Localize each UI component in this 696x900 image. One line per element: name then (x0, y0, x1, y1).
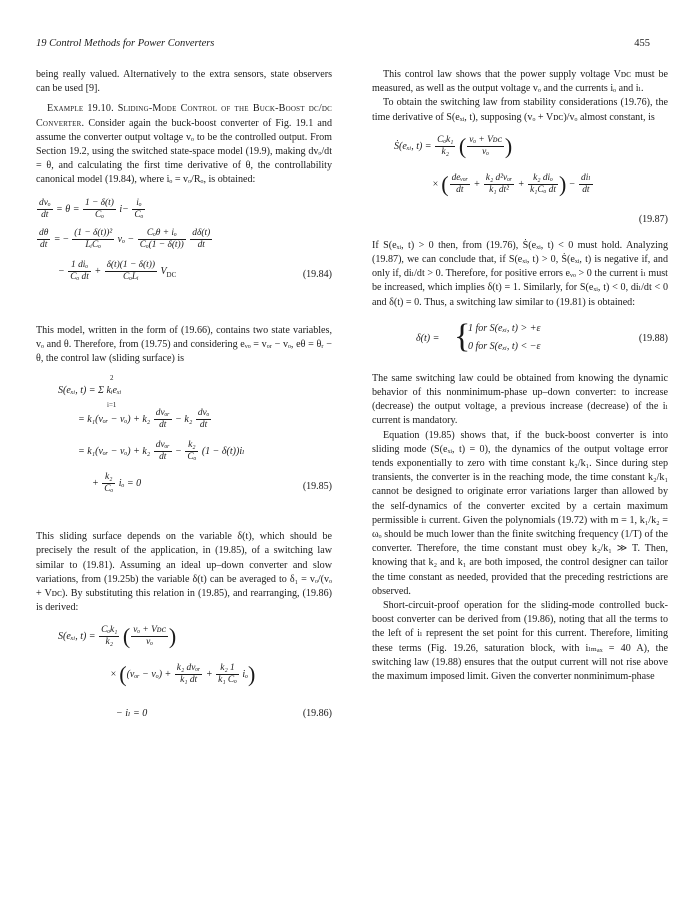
left-column (36, 68, 332, 745)
fraction: $\frac{\text{dvₒ}}{dt}$ (39, 197, 51, 220)
equation-19-88: δ(t) = { 1 for S(eₓᵢ, t) > +ε 0 for S(eₓᵢ, t) < −ε (19.88) (416, 317, 668, 355)
paragraph: The same switching law could be obtained from knowing the dynamic behavior of this nonminimum-phase up–down converter: to increase (decrease) the output voltage, a previous increase (decrease) of the iₗ current is mandatory. (372, 372, 668, 427)
example-title: Sliding-Mode Control of the Buck-Boost dc/dc Converter. (36, 103, 333, 129)
equation-19-86: S(eₓᵢ, t) = $\frac{\text{Cₒk₁}}{\text{k₂}}$ ( $\frac{\text{vₒ + Vᴅᴄ}}{\text{vₒ}}$ ) × ((vₒᵣ − vₒ) + $\frac{\text{k₂ dvₒᵣ}}{\text{k₁ dt}}$ + $\frac{\text{k₂ 1}}{\text{k₁ Cₒ}}$ iₒ) − iₗ = 0 (19.86) (36, 625, 332, 745)
paragraph: This control law shows that the power supply voltage Vᴅᴄ must be measured, as well as the output voltage vₒ and the currents iₒ and iₗ. (372, 69, 668, 95)
equation-number: (19.88) (638, 332, 668, 344)
running-head (36, 38, 660, 54)
equation-number: (19.84) (302, 268, 332, 280)
chapter-title: 19 Control Methods for Power Converters (36, 38, 215, 49)
paragraph: being really valued. Alternatively to the extra sensors, state observers can be used [9]. (36, 69, 332, 95)
equation-19-85: 2 i=1 S(eₓᵢ, t) = Σ kᵢeₓᵢ = k₁(vₒᵣ − vₒ) + k₂ $\frac{\text{dvₒᵣ}}{dt}$ − k₂ $\frac{\text{dvₒ}}{dt}$ = k₁(vₒᵣ − vₒ) + k₂ $\frac{\text{dvₒᵣ}}{dt}$ − $\frac{\text{k₂}}{\text{Cₒ}}$ (1 − δ(t))iₗ + $\frac{\text{k₂}}{\text{Cₒ}}$ iₒ = 0 (19.85) (58, 374, 332, 495)
paragraph: Equation (19.85) shows that, if the buck-boost converter is into sliding mode (S(eₓᵢ, t) = 0), the dynamics of the output voltage error tends exponentially to zero with time constant k₂/k₁. Since during step transients, the converter is in the reaching mode, the time constant k₂/k₁ cannot be designed to originate error variations larger than allowed by the self-dynamics of the converter excited by a certain maximum permissible iₗ current. Given the polynomials (19.72) with m = 1, k₁/k₂ = ωₒ should be much lower than the finite switching frequency (1/T) of the converter. Therefore, the time constant must obey k₂/k₁ ≫ T. Then, knowing that k₂ and k₁ are both imposed, the control designer can tailor the time constant as needed, provided that the preceding restrictions are observed. (372, 429, 668, 597)
equation-number: (19.85) (302, 481, 332, 493)
example-body: Consider again the buck-boost converter of Fig. 19.1 and assume the converter output voltage vₒ to be the controlled output. From Section 19.2, using the switched state-space model (19.9), making dvₒ/dt = θ, and calculating the first time derivative of θ, the controllability canonical model (19.84), where iₒ = vₒ/Rₒ, is obtained: (36, 117, 333, 186)
paragraph: This sliding surface depends on the variable δ(t), which should be precisely the result of the application, in (19.85), of a switching law similar to (19.81). Assuming an ideal up–down converter and slow variations, from (19.25b) the variable δ(t) can be averaged to δ₁ = vₒ/(vₒ + Vᴅᴄ). By substituting this relation in (19.85), and rearranging, (19.86) is derived: (36, 531, 332, 614)
example-label: Example 19.10. (47, 103, 114, 115)
example-paragraph (36, 102, 332, 187)
paragraph: To obtain the switching law from stability considerations (19.76), the time derivative of S(eₓᵢ, t), supposing (vₒ + Vᴅᴄ)/vₒ almost constant, is (372, 97, 668, 123)
page-number: 455 (634, 38, 650, 49)
paragraph: This model, written in the form of (19.66), contains two state variables, vₒ and θ. Therefore, from (19.75) and considering eᵥₒ = vₒᵣ − vₒ, eθ = θᵣ − θ, the control law (sliding surface) is (36, 324, 332, 365)
paragraph: If S(eₓᵢ, t) > 0 then, from (19.76), Ṡ(eₓᵢ, t) < 0 must hold. Analyzing (19.87), we can conclude that, if S(eₓᵢ, t) > 0, Ṡ(eₓᵢ, t) is negative if, and only if, diₗ/dt > 0. Therefore, for positive errors eᵥₒ > 0 the current iₗ must be increased, which implies δ(t) = 1. Similarly, for S(eₓᵢ, t) < 0, diₗ/dt < 0 and δ(t) = 0. Thus, a switching law similar to (19.81) is obtained: (372, 239, 668, 308)
equation-number: (19.87) (638, 213, 668, 225)
equation-number: (19.86) (302, 708, 332, 720)
right-column (372, 68, 668, 684)
equation-19-84: $\frac{\text{dvₒ}}{dt}$ = θ = $\frac{1 - \delta(t)}{\text{Cₒ}}$ i− $\frac{\text{iₒ}}{\text{Cₒ}}$ $\frac{d\theta}{dt}$ = − $\frac{\text{(1 − δ(t))²}}{\text{LᵢCₒ}}$ vₒ − $\frac{\text{Cₒθ + iₒ}}{\text{Cₒ(1 − δ(t))}}$ $\frac{d\delta(t)}{dt}$ − $\frac{\text{1 diₒ}}{\text{Cₒ dt}}$ + $\frac{\delta(t)(1 - \delta(t))}{\text{CₒLᵢ}}$ $V_{DC}$ (19.84) (39, 197, 332, 282)
paragraph: Short-circuit-proof operation for the sliding-mode controlled buck-boost converter can be derived from (19.86), noting that all the terms to the left of iₗ represent the set point for this current. Therefore, limiting these terms (Fig. 19.26, saturation block, with iₗₘₐₓ = 40 A), the switching law (19.88) ensures that the output current will not rise above the maximum imposed limit. Given the converter nonminimum-phase (372, 600, 668, 683)
equation-19-87: Ṡ(eₓᵢ, t) = $\frac{\text{Cₒk₁}}{\text{k₂}}$ ( $\frac{\text{vₒ + Vᴅᴄ}}{\text{vₒ}}$ ) × ( $\frac{\text{deᵥₒᵣ}}{dt}$ + $\frac{\text{k₂ d²vₒᵣ}}{\text{k₁ dt²}}$ + $\frac{\text{k₂ diₒ}}{\text{k₁Cₒ dt}}$ ) − $\frac{\text{diₗ}}{dt}$ (19.87) (372, 135, 668, 235)
